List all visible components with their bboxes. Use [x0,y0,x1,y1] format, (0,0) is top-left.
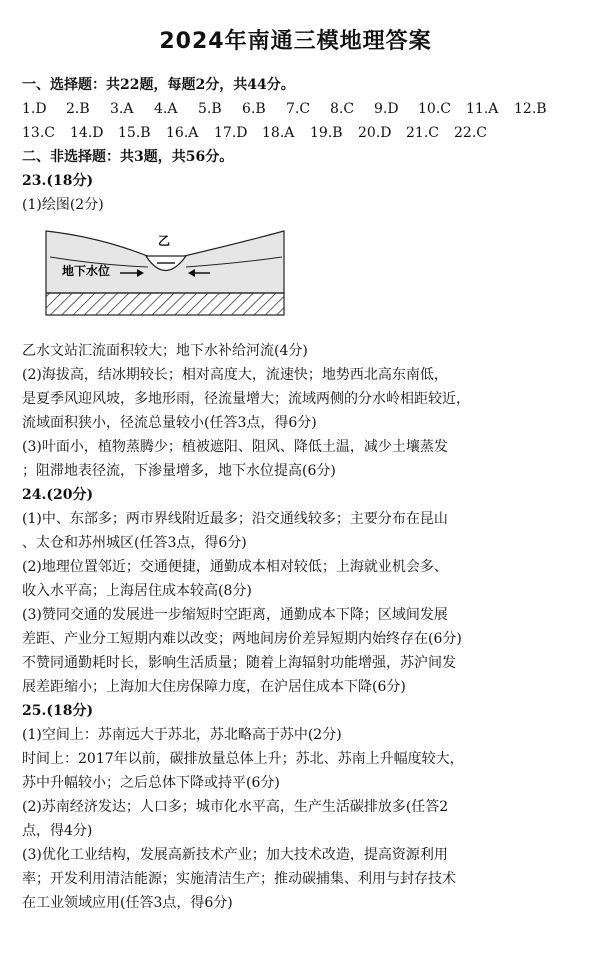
answer-item: 5.B [198,101,222,117]
answer-item: 6.B [242,101,266,117]
section1-heading: 一、选择题：共22题，每题2分，共44分。 [22,77,295,93]
answer-item: 3.A [110,101,134,117]
q24-part3-line2: 差距、产业分工短期内难以改变；两地间房价差异短期内始终存在(6分) [22,631,462,647]
answer-item: 22.C [454,125,487,141]
answer-item: 10.C [418,101,451,117]
q23-part1: (1)绘图(2分) [22,197,104,213]
q25-part1-line2: 时间上：2017年以前，碳排放量总体上升；苏北、苏南上升幅度较大， [22,751,464,767]
q23-part3-line2: ；阻滞地表径流，下渗量增多，地下水位提高(6分) [22,463,336,479]
answer-item: 4.A [154,101,178,117]
q25-part2-line1: (2)苏南经济发达；人口多；城市化水平高，生产生活碳排放多(任答2 [22,799,449,815]
q23-part2-line1: (2)海拔高，结冰期较长；相对高度大，流速快；地势西北高东南低， [22,367,448,383]
bedrock-layer [46,293,284,315]
answer-item: 11.A [466,101,499,117]
answer-item: 17.D [214,125,248,141]
answer-item: 12.B [514,101,547,117]
river-cross-section-figure [40,223,300,327]
q25-part3-line1: (3)优化工业结构，发展高新技术产业；加大技术改造，提高资源利用 [22,847,448,863]
q24-part3-line4: 展差距缩小；上海加大住房保障力度，在沪居住成本下降(6分) [22,679,406,695]
q24-part1-line1: (1)中、东部多；两市界线附近最多；沿交通线较多；主要分布在昆山 [22,511,448,527]
q25-part1-line3: 苏中升幅较小；之后总体下降或持平(6分) [22,775,280,791]
answer-item: 15.B [118,125,151,141]
q23-part2-line3: 流域面积狭小，径流总量较小(任答3点，得6分) [22,415,317,431]
answer-item: 9.D [374,101,399,117]
answer-item: 8.C [330,101,355,117]
q24-part3-line1: (3)赞同交通的发展进一步缩短时空距离，通勤成本下降；区域间发展 [22,607,448,623]
q23-part3-line1: (3)叶面小，植物蒸腾少；植被遮阳、阻风、降低土温，减少土壤蒸发 [22,439,448,455]
answer-item: 1.D [22,101,47,117]
q25-part1-line1: (1)空间上：苏南远大于苏北，苏北略高于苏中(2分) [22,727,342,743]
answer-item: 13.C [22,125,55,141]
q23-part1-answer: 乙水文站汇流面积较大；地下水补给河流(4分) [22,343,308,359]
q24-part2-line1: (2)地理位置邻近；交通便捷，通勤成本相对较低；上海就业机会多、 [22,559,448,575]
q25-part3-line2: 率；开发利用清洁能源；实施清洁生产；推动碳捕集、利用与封存技术 [22,871,456,887]
q25-part3-line3: 在工业领域应用(任答3点，得6分) [22,895,233,911]
answer-item: 2.B [66,101,90,117]
groundwater-label: 地下水位 [62,264,111,278]
q24-part2-line2: 收入水平高；上海居住成本较高(8分) [22,583,252,599]
answer-item: 18.A [262,125,295,141]
choice-answers [22,97,562,145]
q25-part2-line2: 点，得4分) [22,823,93,839]
q24-part1-line2: 、太仓和苏州城区(任答3点，得6分) [22,535,247,551]
cross-section-svg [40,223,290,319]
answer-item: 7.C [286,101,311,117]
station-label: 乙 [158,234,171,248]
q24-part3-line3: 不赞同通勤耗时长，影响生活质量；随着上海辐射功能增强，苏沪间发 [22,655,456,671]
answer-item: 14.D [70,125,104,141]
answer-item: 20.D [358,125,392,141]
q24-heading: 24.(20分) [22,487,94,503]
answer-item: 19.B [310,125,343,141]
q23-part2-line2: 是夏季风迎风坡，多地形雨，径流量增大；流域两侧的分水岭相距较近， [22,391,470,407]
q23-heading: 23.(18分) [22,173,94,189]
answer-item: 16.A [166,125,199,141]
page-title: 2024年南通三模地理答案 [159,29,432,54]
section2-heading: 二、非选择题：共3题，共56分。 [22,149,234,165]
q25-heading: 25.(18分) [22,703,94,719]
answer-item: 21.C [406,125,439,141]
